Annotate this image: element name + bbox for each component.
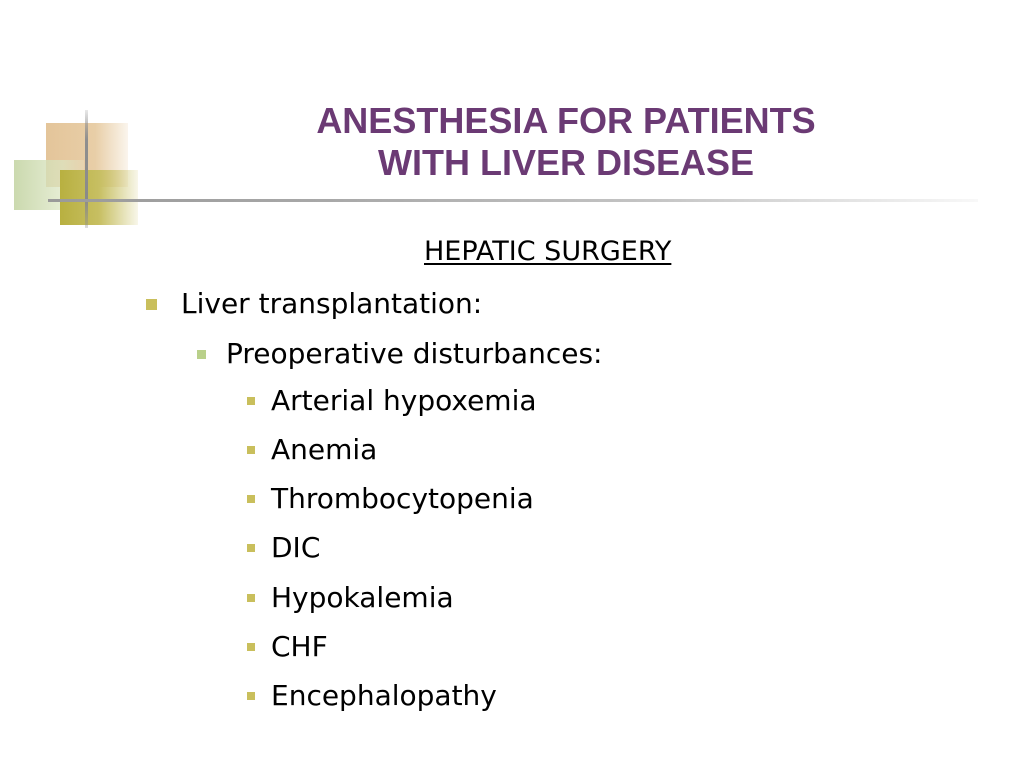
list-item-label: Anemia — [271, 433, 378, 466]
list-item-level-3 — [247, 432, 377, 468]
slide-title-line-2: WITH LIVER DISEASE — [377, 142, 755, 183]
square-bullet-icon — [247, 643, 255, 651]
decorative-olive-square — [60, 170, 138, 225]
slide-title — [180, 100, 952, 184]
list-item-label: Liver transplantation: — [181, 287, 483, 320]
square-bullet-icon — [247, 692, 255, 700]
square-bullet-icon — [247, 544, 255, 552]
list-item-label: Arterial hypoxemia — [271, 384, 537, 417]
square-bullet-icon — [146, 299, 157, 310]
list-item-label: Thrombocytopenia — [271, 482, 534, 515]
list-item-label: DIC — [271, 531, 321, 564]
list-item-label: Encephalopathy — [271, 679, 497, 712]
list-item-level-3 — [247, 580, 454, 616]
square-bullet-icon — [247, 446, 255, 454]
list-item-level-3 — [247, 678, 497, 714]
square-bullet-icon — [247, 495, 255, 503]
slide-title-line-1: ANESTHESIA FOR PATIENTS — [316, 100, 816, 141]
section-heading: HEPATIC SURGERY — [424, 236, 672, 267]
square-bullet-icon — [247, 397, 255, 405]
list-item-level-3 — [247, 383, 537, 419]
square-bullet-icon — [247, 594, 255, 602]
square-bullet-icon — [197, 350, 206, 359]
list-item-level-2 — [197, 336, 602, 372]
decorative-vertical-line — [85, 110, 88, 228]
list-item-level-3 — [247, 481, 534, 517]
list-item-level-1 — [146, 286, 482, 322]
decorative-horizontal-line — [48, 199, 978, 202]
list-item-level-3 — [247, 629, 328, 665]
list-item-label: CHF — [271, 630, 328, 663]
list-item-label: Preoperative disturbances: — [226, 337, 603, 370]
list-item-label: Hypokalemia — [271, 581, 454, 614]
list-item-level-3 — [247, 530, 320, 566]
